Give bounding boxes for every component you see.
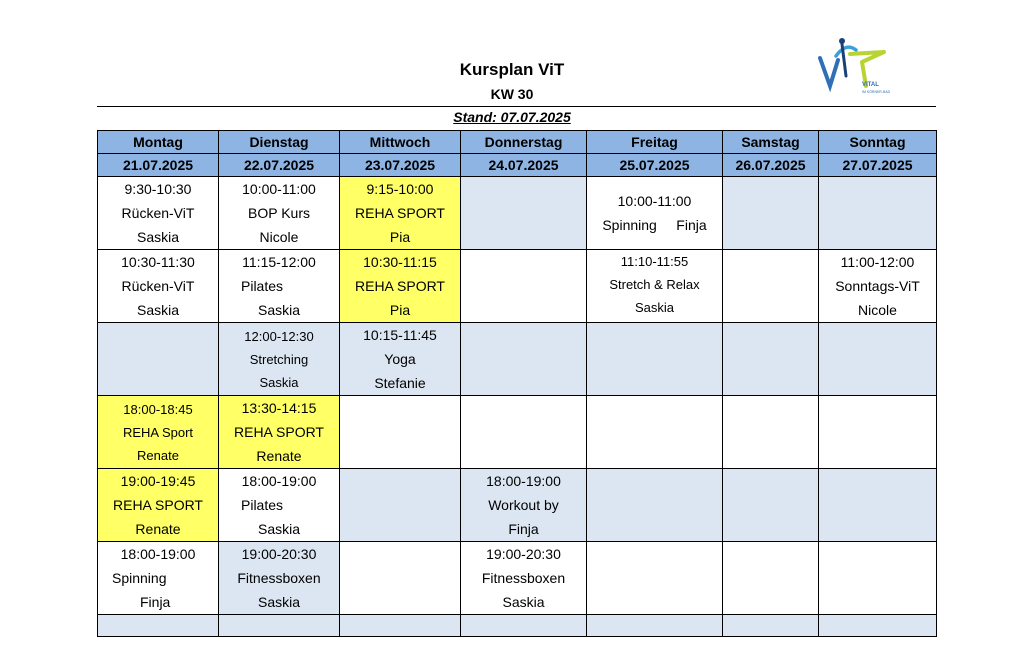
empty-cell bbox=[461, 615, 587, 637]
course-time: 11:00-12:00 bbox=[840, 254, 915, 270]
course-cell bbox=[98, 469, 219, 542]
course-cell bbox=[98, 542, 219, 615]
course-trainer: Finja bbox=[508, 521, 539, 537]
course-time: 19:00-19:45 bbox=[120, 473, 196, 489]
course-trainer: Renate bbox=[137, 447, 179, 463]
schedule-row bbox=[98, 542, 937, 615]
date-header: 22.07.2025 bbox=[219, 154, 340, 177]
empty-cell bbox=[723, 177, 819, 250]
empty-cell bbox=[340, 542, 461, 615]
date-header: 24.07.2025 bbox=[461, 154, 587, 177]
stand-date: Stand: 07.07.2025 bbox=[453, 109, 571, 125]
course-trainer: Saskia bbox=[136, 302, 180, 318]
course-time: 18:00-19:00 bbox=[120, 546, 196, 562]
course-trainer: Nicole bbox=[858, 302, 897, 318]
course-trainer: Nicole bbox=[259, 229, 299, 245]
course-schedule-table bbox=[97, 130, 937, 637]
course-time: 12:00-12:30 bbox=[244, 328, 314, 344]
date-header-row bbox=[98, 154, 937, 177]
course-trainer: Renate bbox=[135, 521, 181, 537]
empty-cell bbox=[587, 469, 723, 542]
course-name: REHA SPORT bbox=[113, 497, 203, 513]
day-header: Montag bbox=[98, 131, 219, 154]
empty-cell bbox=[723, 469, 819, 542]
course-name: Pilates bbox=[241, 497, 284, 513]
empty-cell bbox=[461, 177, 587, 250]
empty-cell bbox=[219, 615, 340, 637]
date-header: 21.07.2025 bbox=[98, 154, 219, 177]
course-name: BOP Kurs bbox=[248, 205, 310, 221]
course-time: 18:00-18:45 bbox=[123, 401, 193, 417]
course-name: REHA SPORT bbox=[234, 424, 324, 440]
course-cell bbox=[461, 469, 587, 542]
empty-cell bbox=[340, 615, 461, 637]
day-header: Sonntag bbox=[819, 131, 937, 154]
day-header: Dienstag bbox=[219, 131, 340, 154]
empty-cell bbox=[819, 323, 937, 396]
logo-text: VITAL bbox=[862, 82, 879, 88]
course-trainer: Pia bbox=[389, 302, 411, 318]
empty-cell bbox=[340, 469, 461, 542]
empty-cell bbox=[819, 396, 937, 469]
course-cell bbox=[219, 177, 340, 250]
course-cell bbox=[98, 250, 219, 323]
course-time: 10:30-11:30 bbox=[121, 254, 195, 270]
course-name: Rücken-ViT bbox=[121, 278, 195, 294]
course-time: 10:00-11:00 bbox=[617, 193, 692, 209]
schedule-title: Kursplan ViT bbox=[459, 60, 565, 79]
course-name: REHA SPORT bbox=[355, 278, 445, 294]
course-time: 9:30-10:30 bbox=[124, 181, 192, 197]
course-time: 11:15-12:00 bbox=[242, 254, 316, 270]
course-time: 19:00-20:30 bbox=[486, 546, 561, 562]
empty-cell bbox=[819, 542, 937, 615]
schedule-row bbox=[98, 396, 937, 469]
course-cell bbox=[340, 250, 461, 323]
course-time: 13:30-14:15 bbox=[241, 400, 317, 416]
empty-cell bbox=[723, 542, 819, 615]
course-cell bbox=[98, 177, 219, 250]
empty-cell bbox=[461, 396, 587, 469]
empty-cell bbox=[819, 469, 937, 542]
course-time: 10:30-11:15 bbox=[363, 254, 437, 270]
schedule-row bbox=[98, 615, 937, 637]
empty-cell bbox=[723, 615, 819, 637]
empty-cell bbox=[819, 177, 937, 250]
course-trainer: Saskia bbox=[634, 300, 675, 315]
course-cell bbox=[219, 542, 340, 615]
empty-cell bbox=[98, 615, 219, 637]
course-cell bbox=[461, 542, 587, 615]
course-name: Spinning bbox=[112, 570, 167, 586]
course-cell bbox=[340, 323, 461, 396]
course-name: Sonntags-ViT bbox=[835, 278, 920, 294]
empty-cell bbox=[461, 323, 587, 396]
course-time: 11:10-11:55 bbox=[620, 254, 689, 269]
course-trainer: Pia bbox=[389, 229, 411, 245]
course-name: Stretch & Relax bbox=[609, 277, 700, 292]
logo-subtext: IM KÖRNER-BAD bbox=[862, 90, 891, 94]
date-header: 23.07.2025 bbox=[340, 154, 461, 177]
course-cell bbox=[219, 469, 340, 542]
course-trainer: Saskia bbox=[136, 229, 180, 245]
date-header: 26.07.2025 bbox=[723, 154, 819, 177]
schedule-row bbox=[98, 323, 937, 396]
course-trainer: Saskia bbox=[502, 594, 545, 610]
course-name: Stretching bbox=[249, 351, 309, 367]
empty-cell bbox=[723, 250, 819, 323]
course-cell bbox=[219, 323, 340, 396]
empty-cell bbox=[587, 323, 723, 396]
course-trainer: Finja bbox=[140, 594, 171, 610]
course-name: Rücken-ViT bbox=[121, 205, 195, 221]
course-name: Yoga bbox=[384, 351, 416, 367]
course-trainer: Saskia bbox=[257, 594, 301, 610]
course-time: 10:00-11:00 bbox=[242, 181, 316, 197]
week-label: KW 30 bbox=[490, 86, 534, 102]
course-trainer: Stefanie bbox=[374, 375, 426, 391]
header-divider bbox=[97, 106, 936, 107]
vital-logo bbox=[812, 36, 892, 96]
empty-cell bbox=[723, 323, 819, 396]
empty-cell bbox=[587, 615, 723, 637]
course-name: Fitnessboxen bbox=[481, 570, 566, 586]
course-cell bbox=[587, 250, 723, 323]
course-name: Pilates bbox=[241, 278, 284, 294]
empty-cell bbox=[819, 615, 937, 637]
empty-cell bbox=[587, 396, 723, 469]
course-name: Fitnessboxen bbox=[237, 570, 321, 586]
day-header: Mittwoch bbox=[340, 131, 461, 154]
date-header: 27.07.2025 bbox=[819, 154, 937, 177]
day-header: Samstag bbox=[723, 131, 819, 154]
course-time: 10:15-11:45 bbox=[363, 327, 437, 343]
schedule-row bbox=[98, 250, 937, 323]
course-time: 9:15-10:00 bbox=[366, 181, 434, 197]
day-header: Donnerstag bbox=[461, 131, 587, 154]
schedule-row bbox=[98, 177, 937, 250]
course-time: 19:00-20:30 bbox=[241, 546, 317, 562]
empty-cell bbox=[461, 250, 587, 323]
day-header: Freitag bbox=[587, 131, 723, 154]
empty-cell bbox=[98, 323, 219, 396]
course-time: 18:00-19:00 bbox=[241, 473, 317, 489]
empty-cell bbox=[587, 542, 723, 615]
day-header-row bbox=[98, 131, 937, 154]
course-trainer: Renate bbox=[256, 448, 302, 464]
course-cell bbox=[340, 177, 461, 250]
course-cell bbox=[219, 250, 340, 323]
course-name: REHA Sport bbox=[122, 424, 194, 440]
course-name: Workout by bbox=[488, 497, 559, 513]
date-header: 25.07.2025 bbox=[587, 154, 723, 177]
course-name: REHA SPORT bbox=[355, 205, 445, 221]
schedule-row bbox=[98, 469, 937, 542]
course-cell bbox=[219, 396, 340, 469]
course-trainer: Saskia bbox=[257, 302, 301, 318]
course-cell bbox=[98, 396, 219, 469]
course-trainer: Saskia bbox=[257, 521, 301, 537]
course-cell bbox=[587, 177, 723, 250]
course-trainer: Saskia bbox=[259, 374, 299, 390]
course-cell bbox=[819, 250, 937, 323]
course-time: 18:00-19:00 bbox=[486, 473, 561, 489]
empty-cell bbox=[723, 396, 819, 469]
empty-cell bbox=[340, 396, 461, 469]
course-name: Spinning Finja bbox=[602, 217, 707, 233]
